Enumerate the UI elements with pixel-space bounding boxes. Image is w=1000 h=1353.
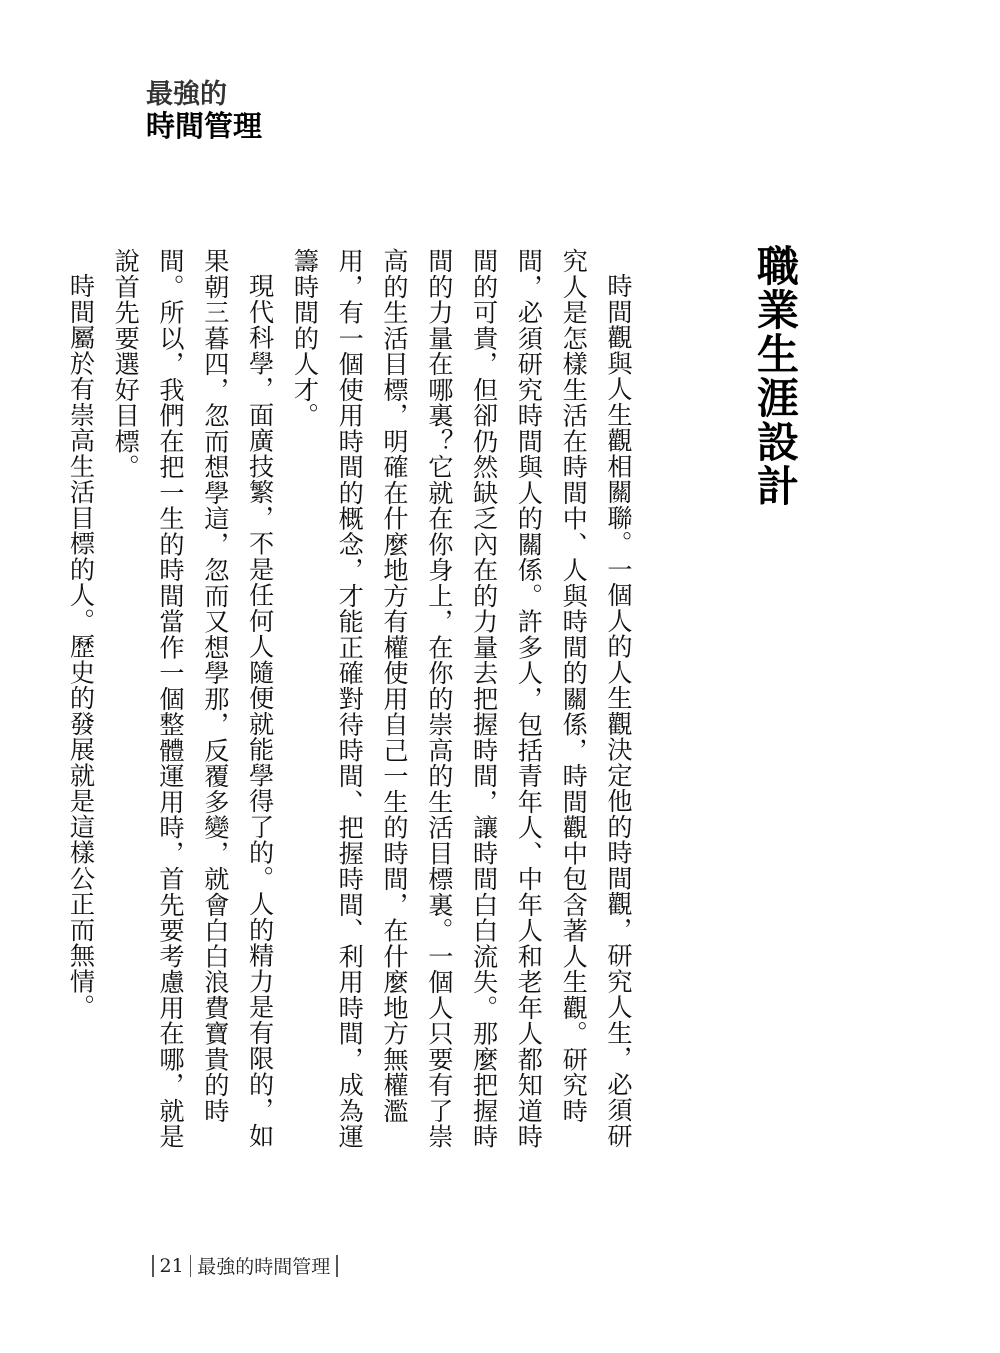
paragraph-1: 時間觀與人生觀相關聯。一個人的人生觀決定他的時間觀，研究人生，必須研究人是怎樣生活在時間中、人與時間的關係，時間觀中包含著人生觀。研究時間，必須研究時間與人的關係。許多人，包括青年人、中年人和老年人都知道時間的可貴，但卻仍然缺乏內在的力量去把握時間，讓時間白白流失。那麼把握時間的力量在哪裏？它就在你身上，在你的崇高的生活目標裏。一個人只要有了崇高的生活目標，明確在什麼地方有權使用自己一生的時間，在什麼地方無權濫用，有一個使用時間的概念，才能正確對待時間、把握時間、利用時間，成為運籌時間的人才。 [290, 248, 633, 1150]
running-header [146, 80, 262, 143]
chapter-title: 職業生涯設計 [751, 244, 800, 508]
header-title-line2: 時間管理 [146, 109, 263, 144]
paragraph-2: 現代科學，面廣技繁，不是任何人隨便就能學得了的。人的精力是有限的，如果朝三暮四，忽而想學這，忽而又想學那，反覆多變，就會白白浪費寶貴的時間。所以，我們在把一生的時間當作一個整體運用時，首先要考慮用在哪，就是說首先要選好目標。 [111, 248, 275, 1150]
paragraph-3: 時間屬於有崇高生活目標的人。歷史的發展就是這樣公正而無情。 [66, 273, 96, 1020]
page-number: 21 [159, 1254, 184, 1277]
page-footer [146, 1252, 344, 1279]
body-text [66, 248, 640, 1168]
footer-divider [152, 1255, 154, 1277]
footer-divider [190, 1255, 192, 1277]
footer-divider [336, 1255, 338, 1277]
header-title-line1: 最強的 [146, 79, 227, 110]
footer-book-title: 最強的時間管理 [197, 1256, 331, 1278]
